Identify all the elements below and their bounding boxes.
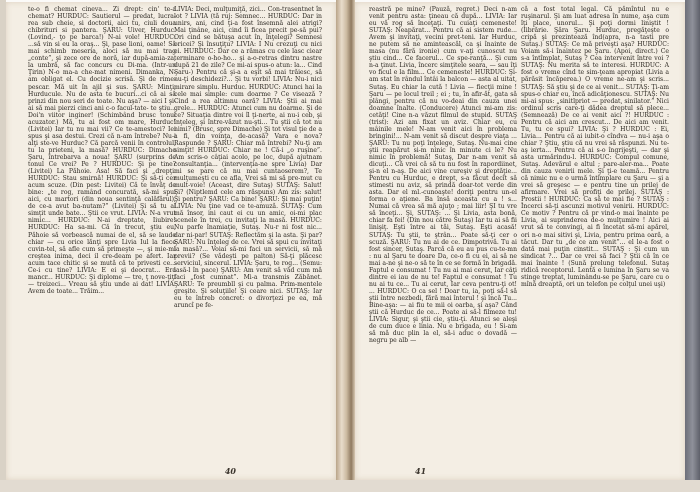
right-page-column-2 bbox=[521, 6, 669, 288]
book-gutter bbox=[336, 0, 355, 492]
left-page-column-2 bbox=[174, 6, 322, 309]
left-page-column-1-text: te-o fi chemat cineva... Zi drept: cin' te-a chemat? HURDUC: Sautierul — predat, lucra-rea sub cheie, si doctorii, aici tu, ciuli doua chibrituri si pantera. ŞARU: Uiver, Hurduc. (Lovind,- ţo pe barca!) N-ai vole! HURDUC: ...să vin si eu la oraş... Şi, pase lioni, oame! Să mai schimb meseria, aloci să nu mai trag „conte”, şi zece ore de noră, iar după-amia-za, la umbră, să fac concurs cu Di-ma. (Intr-un Ţirin) N-o ma-a che-mat nimeni. Dimanka, N-am obligat el. Cu docizie scrisă. Şi de rime-pescar. Mă uit în ajil şi sus. ŞARU: Minţi, Hurducule. Nu de asta te bucuri...ci că ai să prinzi din nou seri de toate. Nu aşa? — aici I şi-ai să mai pierzi cinci ani c-o facul-tate- te ştiu... Doi'n viitor inginer! (Schimbând brusc tonul acuzator.) Mă, tu ai fost om mare, Hurduc! (Livitei) Iar tu nu mai vii? Ce te-amestoci? Iei spus şi asa destui. Crezi că n-am întrebe? Nu-i alţi ste-ve Hurduc? Că parcă venii în controlul, tu la prieteni, la masă? HURDUC: Dimache Şaru, întrebarva a noua! ŞARU (surprins de tonul Ce vrei? Pe ? HURDUC: Şi pe tine? (Livitei) La Păhoie. Asa! Să faci şi „drepţi. HURDUC: Stau smirnă! HURDUC: Şi să-ţi cer acum scuze. (Din pest: Livitei) Că te învăţ de bine: „te rog, ramând concurată, să-mi spui aici, cu martori (din noua sentinţă calăfărul), de ce-a avut ba-nutam?” (Livitei) Şi să tu al simţit unde bate... Ştii ce vrut. LIVIA: N-a vrut nimic... HURDUC: N-ai dreptate, Iiubire! HURDUC: Ha sa-mi. Că în trecut, ştiu eu, Păhoie să vorbească numai de el, să se laude chiar — cu orice lănţi spre Livia Iul la fiece cuvin-tel, să afle cum să primeşte —, şi mie-mi creştea inima, deci il cre-deam pe afert. Iar acum tace chitic şi se mută că te privesti ce... Ce-i cu tine? LIVIA: E ei şi deocrat... Era mancr... HURDUC: Şi diplome — tre, ţ nove-ţiţi — treizeci... Vreau să ştiu unde ai dat! LIVIA: Avem de toate... Trăim... bbox=[28, 6, 176, 295]
right-page-number: 41 bbox=[415, 466, 427, 476]
book-cover-edge bbox=[685, 0, 700, 492]
scan-bottom-band bbox=[0, 480, 700, 492]
left-page-number: 40 bbox=[224, 466, 236, 476]
left-page-column-2-text: LIVIA: Deci, mulţumiţă, zici... Con-trasentnet în lot ? LIVIA (tă ruj: Semnec... HURDUC: Dar in unirs, ani, cind ţi-a fost însemnă alei atrigi? Mai ţinâne, aici, cind îi ficea precit pe-să pui? Ori cind se bătuşa acut în, înţelegi? Semnesi oricei? Şi însuţiţu? LIVIA: I Nu crezuţi cu nici ei. HURDUC: Dar ce a rămas cu cele lasc ciear terminare o-ho-ho... şi a-o-retras dintru nastre după 21 de zile? Ce mi-ai spus-o atun: la... Cind Şaru-) Pentru că şi-a a eşit să mai trăiesc, să nu-ţi deschidezi?... Şi tu vorbi! LIVIA: Nu-i nici mirare simplu. Hurduc. HURDUC: Atunci hai la cele mai simple: cum doarme ? Ce visează ? Cind a rea altimnu oară? LIVIA: Ştii ai mai grele... HURDUC: Atunci cum nu doarme. Şi de ce? Situaţia dintre voi îl ţi-nerte, ai nu-i ceb, şi înţeleg, şi între-văzut nu-şti... Tu ştii că tot nu nimi? (Brusc, spre Dimache) Şi tot visul ţie de a a fi, din voinţa, de-acasă? Vara e nova? Raspunde ? ŞARU: Chiar mă întrebi? Nu-ţi am simţit! HURDUC: Chiar ne ! Că-i „o ruşine”. Am scris-o câţiai acolo, pe loc, după ajutnam consultanţia... (intervenţia-ne spre Livia) Dar mi se pare că nu mai cuntaoserem?, Te mulţumeşti cu ce afla, Vrei să mi să pre-mut cu mult-voie! (Aceast, dire Sutaş) SUTAŞ: Salut! Şi? (Niptlemd cele am răspuns) Am zis: salut! Şi pentru? ŞARU: Ca bine! ŞARU: Şi mai puţin! LIVIA: Nu ţine vad ce te-amuză. SUTAŞ: Cum mă însor, ini caut ei cu un amic, oi-mi plac scenele în trei, cu invitaţi la masă. HURDUC: Nu parfe înamiaţie, Sutaş. Nu-r ni fost nic... dar ni-par! SUTAŞ: Reflectăm şi la asta. Şi par? ŞARU: Nu înţeleg de ce. Vrei să spui cu invitaţi la masă?... Voiai să-mi faci un servicii, să mă previi? (Se vădeşti pe palton) Să-ţi plăcesc serviciul, sincerul. LIVIA: Şaru, te rog... (Semu: lasă-l în pace) ŞARU: Am venit să văd cum mă faci „fost cumnat”. Mi-a transmis Zăbănet. ŞARU: Te preumbll şi cu palma. Prim-mentele greşite. Şi soluţiile! Şi ceare nici. SUTAŞ: Iar eu te întreb concret: o divorţezi pe ea, mă aruncî pe fe- bbox=[174, 6, 322, 309]
right-page-column-1-text: reastră pe mine? (Pauză, regret.) Deci n-am venit pentru asta: ţineau că după... LIVIA: Iar eu vă rog să înceţaţi. Tu cuiaţi cemeneste! SUTAŞ: Neapărat... Pentru că ai sistem rude... Avem şi invitaţi, vecini pret-teni. Iar Hurduc, ne putem să ne aminteascăl, ca şi înainte de masa (nu fără ironie) cum v-aţi cunoscut nu ştiu cind... Ce facerul... Ce spe-ranţă... Şi cum n-a ţinut. Livia, încerc simţitele seara, — sau îţi vo ficul e la film... Ce cemeneste! HURDUC: Şi-am stat în rândul întâi la balcon — asta al uitat, Sutaş. Eu chiar la cută ! Livia — fiecţii mine ! Şaru — pe locul treil ; ei ; tu, în afir-ăt, gata să plângi, pentru că nu vo-deai din cauza unei doamne înalte. (Conducere) Atunci mi-am zis: cetăţi! Cine n-a văzut filmul de stupid. SUTAŞ (trist): Azi am fixat un aviz. Chiar eu, cu mâinile mele! N-am venit aici în problema bringini!... N-am venit să discut despre viaţa ... ŞARU: Tu nu poţi înţelege, Sutaş. Nu-mai cine ştii reapărut si-m ninic în minute ci le? Nu nimic în problemă! Sutaş, Dar n-am venit să dicuţi... Că vrei că să tu nu fost în rapordiinet, şi-n el n-aş. De aici vine cureşiv şi dreptăţie... Pentru cu Hurduc, e drept, s-a făcut decît să stimesti nu aviz, să prindă doar-tot verde din asta. Dar el ml.-cunoaşte! doriţi pentru un-el forma o aţiene. Ba însă aceasta cu a ! s... Numai că vrea să mă ajuţo ; mai liir! ŞI tu vre să înceţi... Şi, SUTAŞ: ... Şi Livia, asta bonă, chiar fa fei! (Din nou către Sutaş) Iar tu ai să fii linişiţ. Eşti între ai tăi, Sutaş. Eşti acasă! SUTAŞ: Tu ştii, te ştrân... Poate să-ţi cer o scuză. ŞARU: Tu nu ai de ce. Dimpotrivă. Tu ai fost sincer, Sutaş. Parcă că eu au pus cu-te-mn : nu al Şaru te doare Da, ce-o fi cu ei, ai să ne mai a-ne şi ne-o să te în ce se formă în brigadă. Faptul e consumat ! Tu nu ai mai cerut, Iar câţi dintre ei iau de nu te! Faptul e consumat ! Tu nu ai tu ce... Tu ai cerut, Iar ceva pentru-ţi ot! ... HURDUC: O ca sel ! Doar tu, ia, poţi să-l să ştii între nezbedi, fără mai înterul ! şi încă Tu... Bine-aşa: — ai fiu te mii oi oarba, şi aşa? Când ştii că Hurduc de ce... Poate ai să-l filmeze tu! LIVIA: Sigur, şi ştii cie, ştiu-ţi. Atunci se aleşi de cum duce e linia. Nu e brigada, eu ! Si-am să mă duc plin la el, să-i aduc o dovadă — negru pe alb — bbox=[369, 6, 517, 345]
left-page-column-1 bbox=[28, 6, 176, 295]
right-page bbox=[355, 2, 685, 480]
right-page-column-2-text: că a fost total legal. Că pămîntul nu e ruşinarul. Şi am luat adresa în nume, aşa cum îţi place, unorul... Şi poţi dormi liniştit ! (Iibrărie. Şăra Şaru. Hurduc, pregăţeşte o cripă şi prezintează înd(apra, n-a tasti pre Sutaş.) SUTAŞ: Ce mă priveşti aşa? HURDUC: Voiam să-i înaintez pe Şaru. (Apoi, direct.) Ce s-a întîmplat, Sutaş ? Cea intervenit între voi ? SUTAŞ: Nu merita să te interesi. HURDUC: A fost o vreme cînd te sim-ţeam apropiat (Livia a părăsit încăperea.) O vreme ne-am şi scris... SUTAŞ: Să ştiu şi de ce ai venit... SUTAŞ: Ţi-am spus-o chiar eu, încă adicăţionescu. SUTAŞ: Nu mi-ai spus: „sinitlpriot — predat, sinilator.” Nici ordinul scris care-ţi dădea dreptul să plece... (Semnează) De ce ai venit aici ?! HURDUC : Pentru că aici am crescut... De aici am venit. Tu, tu ce spui? LIVIA: Şi ? HURDUC : Ei, Livia... Pentru că ai iubit-o cîndva — nu-i aşa o chiar ? Ştiu, ştiu că nu vrei să răspunzi. Nu te-aş ierta... Pentru că ai s-o îngrijeşti, — dar şi asta urmărindu-l. HURDUC: Compul comune, Sutaş. Adevărul e altul ; pare-aler-ma... Poate din cauza venirii mele. Şi ţi-e teamă... Pentru că nimic nu e o urmă întîmplare cu Şaru — şi a vrei să greşesc — e pentru tine un prilej de afirmare. Vrei să profiţi de prilej. SUTAŞ : Prostii ! HURDUC: Ca să te mai fie ? SUTAŞ : Încerci să-ţi ascunzi motivul venirii. HURDUC: Ce motiv ? Pentru că pr vind-o mai înainte pe Livia, ai suprinderea de-o mulţumire ! Aici ai vrut să te convingi, ai fi încetat să-mi apărel, ori n-o mai sitivi şi, Livia, pentru prima oară, a tăcut. Dar tu „de ce am venit”... el le-a fost o dată mai puţin cinstit... SUTAŞ : Şi cum un sindicat ?... Dar ce vrei să faci ? Ştii că în ce mai înainte ! (Sună prelung telefonul. Sutaş ridică receptorul. Lentă e lumina în Şaru se va stinge treptat, luminându-se pe Şaru, care cu o mînă dreaptă, ori un telefon pe colţul unei uşi) bbox=[521, 6, 669, 288]
left-page bbox=[6, 2, 336, 480]
right-page-column-1 bbox=[369, 6, 517, 344]
